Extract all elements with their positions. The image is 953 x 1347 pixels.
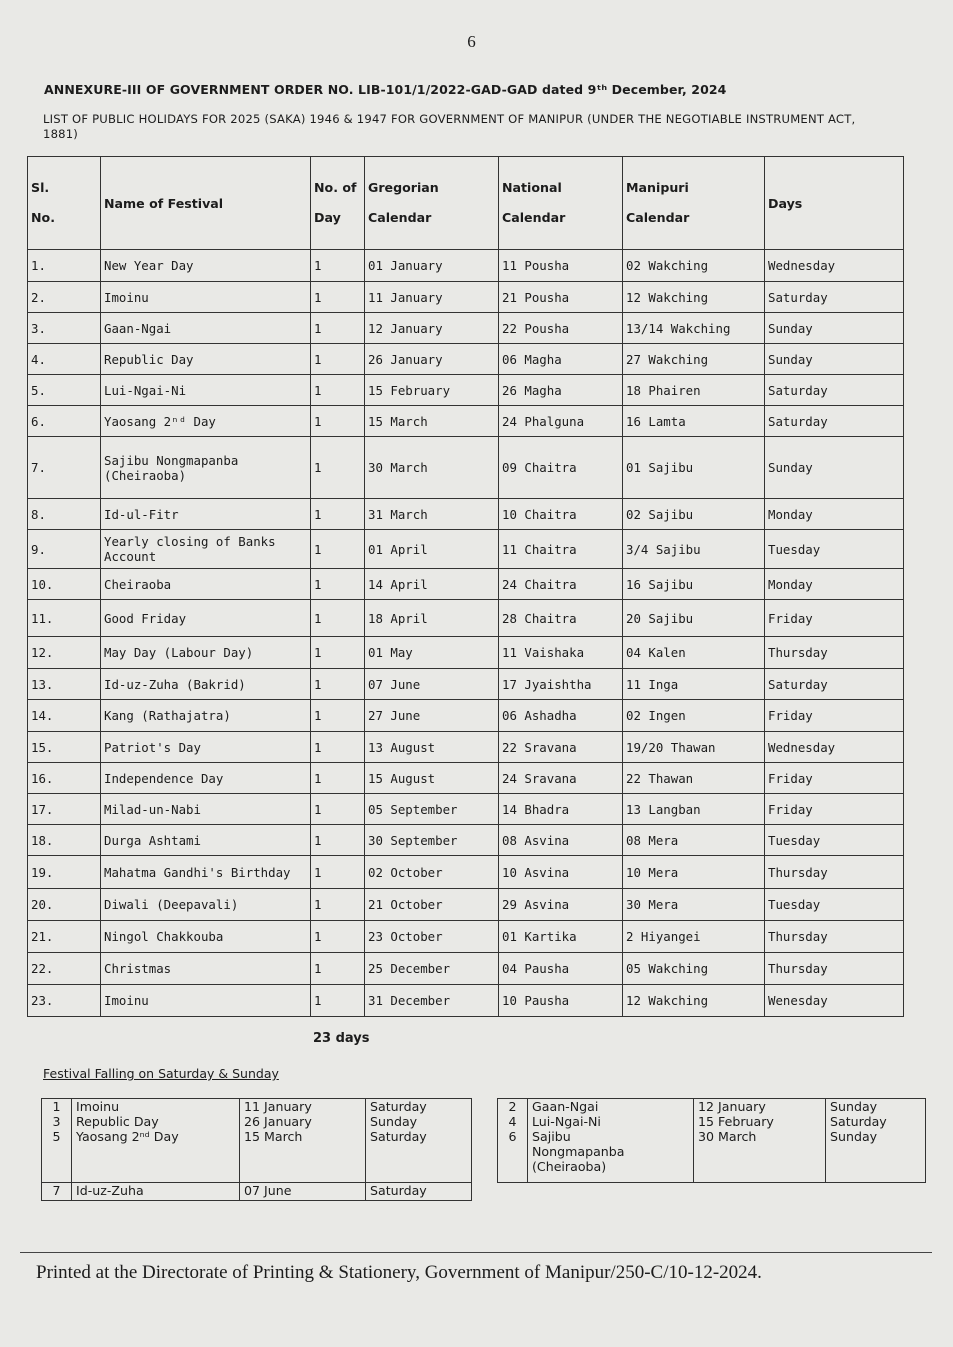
cell-no-of-day: 1 <box>311 889 365 921</box>
cell-no-of-day: 1 <box>311 763 365 794</box>
cell-gregorian-date: 15 February <box>365 375 499 406</box>
weekend-festival-name-line: Gaan-Ngai <box>532 1099 599 1114</box>
cell-weekday: Tuesday <box>765 889 904 921</box>
cell-gregorian-date: 05 September <box>365 794 499 825</box>
cell-no-of-day: 1 <box>311 637 365 669</box>
cell-gregorian-date: 26 January <box>365 344 499 375</box>
cell-gregorian-date: 27 June <box>365 700 499 732</box>
cell-sl-no: 20. <box>28 889 101 921</box>
cell-sl-no: 15. <box>28 732 101 763</box>
cell-no-of-day: 1 <box>311 669 365 700</box>
cell-sl-no: 7. <box>28 437 101 499</box>
table-row <box>28 921 904 953</box>
cell-festival-name: Id-ul-Fitr <box>101 499 311 530</box>
cell-manipuri-date: 18 Phairen <box>623 375 765 406</box>
weekend-date-line: 26 January <box>244 1114 312 1129</box>
header-no-of-day: No. of Day <box>311 157 365 250</box>
weekend-sl-no-line: 6 <box>508 1129 517 1144</box>
cell-manipuri-date: 12 Wakching <box>623 985 765 1017</box>
cell-weekday: Sunday <box>765 313 904 344</box>
cell-gregorian-date: 01 May <box>365 637 499 669</box>
cell-gregorian-date: 01 April <box>365 530 499 569</box>
cell-national-date: 01 Kartika <box>499 921 623 953</box>
cell-sl-no: 19. <box>28 856 101 889</box>
cell-festival-name: Milad-un-Nabi <box>101 794 311 825</box>
footer-rule <box>20 1252 932 1253</box>
weekend-weekday <box>366 1099 472 1183</box>
table-row <box>28 732 904 763</box>
cell-weekday: Tuesday <box>765 825 904 856</box>
cell-festival-name: Christmas <box>101 953 311 985</box>
weekend-date-line: 15 February <box>698 1114 774 1129</box>
table-row <box>28 569 904 600</box>
cell-no-of-day: 1 <box>311 825 365 856</box>
weekend-date-line: 11 January <box>244 1099 312 1114</box>
cell-manipuri-date: 27 Wakching <box>623 344 765 375</box>
cell-national-date: 14 Bhadra <box>499 794 623 825</box>
table-row <box>28 375 904 406</box>
cell-national-date: 04 Pausha <box>499 953 623 985</box>
header-name: Name of Festival <box>101 157 311 250</box>
cell-festival-name: Yearly closing of Banks Account <box>101 530 311 569</box>
cell-manipuri-date: 13/14 Wakching <box>623 313 765 344</box>
cell-gregorian-date: 02 October <box>365 856 499 889</box>
cell-weekday: Monday <box>765 569 904 600</box>
table-row <box>28 637 904 669</box>
header-days: Days <box>765 157 904 250</box>
weekend-date-line: 30 March <box>698 1129 757 1144</box>
weekend-sl-no <box>42 1183 72 1201</box>
page-number: 6 <box>467 32 476 51</box>
cell-manipuri-date: 10 Mera <box>623 856 765 889</box>
cell-weekday: Friday <box>765 600 904 637</box>
header-manipuri: Manipuri Calendar <box>623 157 765 250</box>
cell-gregorian-date: 15 March <box>365 406 499 437</box>
table-row <box>28 313 904 344</box>
table-row <box>28 856 904 889</box>
cell-festival-name: Good Friday <box>101 600 311 637</box>
cell-national-date: 11 Chaitra <box>499 530 623 569</box>
weekend-date <box>694 1099 826 1183</box>
weekend-festival-name <box>72 1183 240 1201</box>
cell-festival-name: Durga Ashtami <box>101 825 311 856</box>
cell-gregorian-date: 18 April <box>365 600 499 637</box>
cell-national-date: 17 Jyaishtha <box>499 669 623 700</box>
cell-national-date: 11 Pousha <box>499 250 623 282</box>
weekend-weekday-line: Saturday <box>830 1114 887 1129</box>
cell-gregorian-date: 12 January <box>365 313 499 344</box>
table-row <box>28 889 904 921</box>
table-row <box>28 669 904 700</box>
cell-weekday: Saturday <box>765 406 904 437</box>
cell-weekday: Wednesday <box>765 250 904 282</box>
weekend-table-right <box>497 1098 926 1183</box>
weekend-festival-name-line: Yaosang 2ⁿᵈ Day <box>76 1129 179 1144</box>
weekend-festival-name-line: (Cheiraoba) <box>532 1159 607 1174</box>
cell-national-date: 22 Sravana <box>499 732 623 763</box>
cell-festival-name: Kang (Rathajatra) <box>101 700 311 732</box>
footer-imprint: Printed at the Directorate of Printing & Stationery, Government of Manipur/250-C/10-12-2024. <box>36 1262 762 1283</box>
table-row <box>28 499 904 530</box>
cell-national-date: 28 Chaitra <box>499 600 623 637</box>
cell-no-of-day: 1 <box>311 282 365 313</box>
cell-sl-no: 16. <box>28 763 101 794</box>
weekend-sl-no-line: 3 <box>52 1114 61 1129</box>
cell-manipuri-date: 22 Thawan <box>623 763 765 794</box>
cell-manipuri-date: 2 Hiyangei <box>623 921 765 953</box>
cell-weekday: Friday <box>765 700 904 732</box>
weekend-row <box>498 1099 926 1183</box>
weekend-weekday-line: Saturday <box>370 1099 427 1114</box>
weekend-row <box>42 1099 472 1183</box>
cell-manipuri-date: 20 Sajibu <box>623 600 765 637</box>
cell-manipuri-date: 19/20 Thawan <box>623 732 765 763</box>
cell-no-of-day: 1 <box>311 344 365 375</box>
cell-national-date: 21 Pousha <box>499 282 623 313</box>
cell-sl-no: 22. <box>28 953 101 985</box>
cell-manipuri-date: 30 Mera <box>623 889 765 921</box>
cell-no-of-day: 1 <box>311 794 365 825</box>
cell-weekday: Saturday <box>765 669 904 700</box>
cell-weekday: Saturday <box>765 282 904 313</box>
cell-national-date: 06 Magha <box>499 344 623 375</box>
cell-festival-name: May Day (Labour Day) <box>101 637 311 669</box>
cell-festival-name: New Year Day <box>101 250 311 282</box>
table-row <box>28 825 904 856</box>
cell-festival-name: Independence Day <box>101 763 311 794</box>
cell-gregorian-date: 01 January <box>365 250 499 282</box>
cell-gregorian-date: 30 September <box>365 825 499 856</box>
cell-no-of-day: 1 <box>311 406 365 437</box>
cell-sl-no: 8. <box>28 499 101 530</box>
cell-weekday: Sunday <box>765 344 904 375</box>
header-sl-no: Sl. No. <box>28 157 101 250</box>
weekend-weekday <box>366 1183 472 1201</box>
weekend-date-line: 12 January <box>698 1099 766 1114</box>
cell-weekday: Saturday <box>765 375 904 406</box>
cell-national-date: 26 Magha <box>499 375 623 406</box>
cell-gregorian-date: 07 June <box>365 669 499 700</box>
cell-festival-name: Diwali (Deepavali) <box>101 889 311 921</box>
cell-national-date: 10 Asvina <box>499 856 623 889</box>
cell-festival-name: Lui-Ngai-Ni <box>101 375 311 406</box>
cell-sl-no: 2. <box>28 282 101 313</box>
cell-weekday: Wenesday <box>765 985 904 1017</box>
weekend-weekday-line: Sunday <box>830 1099 878 1114</box>
cell-sl-no: 14. <box>28 700 101 732</box>
header-row <box>28 157 904 250</box>
cell-no-of-day: 1 <box>311 953 365 985</box>
cell-national-date: 06 Ashadha <box>499 700 623 732</box>
total-days: 23 days <box>313 1031 370 1046</box>
cell-no-of-day: 1 <box>311 985 365 1017</box>
cell-manipuri-date: 05 Wakching <box>623 953 765 985</box>
cell-national-date: 10 Chaitra <box>499 499 623 530</box>
cell-festival-name: Sajibu Nongmapanba (Cheiraoba) <box>101 437 311 499</box>
cell-weekday: Thursday <box>765 637 904 669</box>
cell-sl-no: 12. <box>28 637 101 669</box>
cell-manipuri-date: 12 Wakching <box>623 282 765 313</box>
table-row <box>28 985 904 1017</box>
cell-sl-no: 17. <box>28 794 101 825</box>
cell-national-date: 29 Asvina <box>499 889 623 921</box>
weekend-sl-no-line: 5 <box>52 1129 61 1144</box>
cell-weekday: Thursday <box>765 953 904 985</box>
cell-manipuri-date: 02 Ingen <box>623 700 765 732</box>
cell-manipuri-date: 02 Sajibu <box>623 499 765 530</box>
weekend-festival-name-line: Imoinu <box>76 1099 120 1114</box>
weekend-sl-no-line: 1 <box>52 1099 61 1114</box>
cell-gregorian-date: 13 August <box>365 732 499 763</box>
weekend-weekday-line: Saturday <box>370 1129 427 1144</box>
cell-sl-no: 4. <box>28 344 101 375</box>
weekend-sl-no-line: 2 <box>508 1099 517 1114</box>
document-subtitle: LIST OF PUBLIC HOLIDAYS FOR 2025 (SAKA) 1946 & 1947 FOR GOVERNMENT OF MANIPUR (UNDER THE NEGOTIABLE INSTRUMENT ACT, 1881) <box>43 112 856 141</box>
cell-manipuri-date: 08 Mera <box>623 825 765 856</box>
table-row <box>28 344 904 375</box>
holiday-rows <box>28 250 904 1017</box>
cell-no-of-day: 1 <box>311 921 365 953</box>
cell-gregorian-date: 21 October <box>365 889 499 921</box>
weekend-weekday-line: Sunday <box>830 1129 878 1144</box>
cell-manipuri-date: 01 Sajibu <box>623 437 765 499</box>
weekend-festival-name-line: Sajibu <box>532 1129 571 1144</box>
cell-national-date: 24 Chaitra <box>499 569 623 600</box>
cell-sl-no: 18. <box>28 825 101 856</box>
weekend-festival-name-line: Republic Day <box>76 1114 159 1129</box>
cell-festival-name: Republic Day <box>101 344 311 375</box>
weekend-weekday-line: Saturday <box>370 1183 427 1198</box>
header-gregorian: Gregorian Calendar <box>365 157 499 250</box>
cell-festival-name: Imoinu <box>101 282 311 313</box>
cell-national-date: 10 Pausha <box>499 985 623 1017</box>
cell-festival-name: Cheiraoba <box>101 569 311 600</box>
cell-sl-no: 13. <box>28 669 101 700</box>
table-row <box>28 406 904 437</box>
cell-no-of-day: 1 <box>311 437 365 499</box>
cell-sl-no: 9. <box>28 530 101 569</box>
cell-no-of-day: 1 <box>311 569 365 600</box>
cell-weekday: Tuesday <box>765 530 904 569</box>
table-row <box>28 600 904 637</box>
weekend-sl-no <box>42 1099 72 1183</box>
cell-manipuri-date: 16 Lamta <box>623 406 765 437</box>
cell-gregorian-date: 11 January <box>365 282 499 313</box>
weekend-date <box>240 1183 366 1201</box>
cell-national-date: 11 Vaishaka <box>499 637 623 669</box>
table-row <box>28 700 904 732</box>
weekend-table-left <box>41 1098 472 1201</box>
cell-no-of-day: 1 <box>311 732 365 763</box>
cell-festival-name: Yaosang 2ⁿᵈ Day <box>101 406 311 437</box>
cell-festival-name: Imoinu <box>101 985 311 1017</box>
weekend-festival-name-line: Id-uz-Zuha <box>76 1183 144 1198</box>
cell-no-of-day: 1 <box>311 250 365 282</box>
cell-gregorian-date: 30 March <box>365 437 499 499</box>
holiday-table <box>27 156 904 1017</box>
table-row <box>28 763 904 794</box>
cell-manipuri-date: 16 Sajibu <box>623 569 765 600</box>
weekend-festival-name <box>72 1099 240 1183</box>
table-row <box>28 530 904 569</box>
cell-manipuri-date: 04 Kalen <box>623 637 765 669</box>
table-row <box>28 282 904 313</box>
cell-sl-no: 6. <box>28 406 101 437</box>
weekend-weekday-line: Sunday <box>370 1114 418 1129</box>
cell-sl-no: 23. <box>28 985 101 1017</box>
table-row <box>28 953 904 985</box>
cell-no-of-day: 1 <box>311 600 365 637</box>
cell-national-date: 08 Asvina <box>499 825 623 856</box>
cell-gregorian-date: 23 October <box>365 921 499 953</box>
cell-gregorian-date: 25 December <box>365 953 499 985</box>
cell-sl-no: 11. <box>28 600 101 637</box>
cell-national-date: 24 Phalguna <box>499 406 623 437</box>
cell-gregorian-date: 31 March <box>365 499 499 530</box>
cell-festival-name: Patriot's Day <box>101 732 311 763</box>
cell-manipuri-date: 13 Langban <box>623 794 765 825</box>
cell-gregorian-date: 15 August <box>365 763 499 794</box>
weekend-date-line: 15 March <box>244 1129 303 1144</box>
cell-festival-name: Ningol Chakkouba <box>101 921 311 953</box>
weekend-date <box>240 1099 366 1183</box>
weekend-festival-name-line: Lui-Ngai-Ni <box>532 1114 601 1129</box>
cell-weekday: Friday <box>765 763 904 794</box>
table-row <box>28 794 904 825</box>
cell-manipuri-date: 11 Inga <box>623 669 765 700</box>
weekend-date-line: 07 June <box>244 1183 292 1198</box>
weekend-festival-name-line: Nongmapanba <box>532 1144 625 1159</box>
cell-festival-name: Gaan-Ngai <box>101 313 311 344</box>
cell-sl-no: 10. <box>28 569 101 600</box>
cell-weekday: Friday <box>765 794 904 825</box>
weekend-heading: Festival Falling on Saturday & Sunday <box>43 1066 279 1081</box>
cell-weekday: Thursday <box>765 921 904 953</box>
weekend-sl-no-line: 7 <box>52 1183 61 1198</box>
table-row <box>28 250 904 282</box>
cell-sl-no: 3. <box>28 313 101 344</box>
weekend-festival-name <box>528 1099 694 1183</box>
cell-no-of-day: 1 <box>311 530 365 569</box>
cell-national-date: 24 Sravana <box>499 763 623 794</box>
weekend-sl-no <box>498 1099 528 1183</box>
cell-manipuri-date: 02 Wakching <box>623 250 765 282</box>
cell-festival-name: Mahatma Gandhi's Birthday <box>101 856 311 889</box>
cell-no-of-day: 1 <box>311 313 365 344</box>
cell-weekday: Sunday <box>765 437 904 499</box>
cell-gregorian-date: 14 April <box>365 569 499 600</box>
cell-sl-no: 21. <box>28 921 101 953</box>
cell-festival-name: Id-uz-Zuha (Bakrid) <box>101 669 311 700</box>
cell-manipuri-date: 3/4 Sajibu <box>623 530 765 569</box>
cell-gregorian-date: 31 December <box>365 985 499 1017</box>
cell-weekday: Wednesday <box>765 732 904 763</box>
weekend-weekday <box>826 1099 926 1183</box>
cell-no-of-day: 1 <box>311 499 365 530</box>
cell-national-date: 09 Chaitra <box>499 437 623 499</box>
document-title: ANNEXURE-III OF GOVERNMENT ORDER NO. LIB-101/1/2022-GAD-GAD dated 9ᵗʰ December, 2024 <box>44 82 727 97</box>
cell-weekday: Monday <box>765 499 904 530</box>
cell-no-of-day: 1 <box>311 375 365 406</box>
weekend-sl-no-line: 4 <box>508 1114 517 1129</box>
cell-sl-no: 5. <box>28 375 101 406</box>
header-national: National Calendar <box>499 157 623 250</box>
cell-sl-no: 1. <box>28 250 101 282</box>
weekend-row <box>42 1183 472 1201</box>
table-row <box>28 437 904 499</box>
cell-weekday: Thursday <box>765 856 904 889</box>
cell-no-of-day: 1 <box>311 856 365 889</box>
cell-no-of-day: 1 <box>311 700 365 732</box>
cell-national-date: 22 Pousha <box>499 313 623 344</box>
